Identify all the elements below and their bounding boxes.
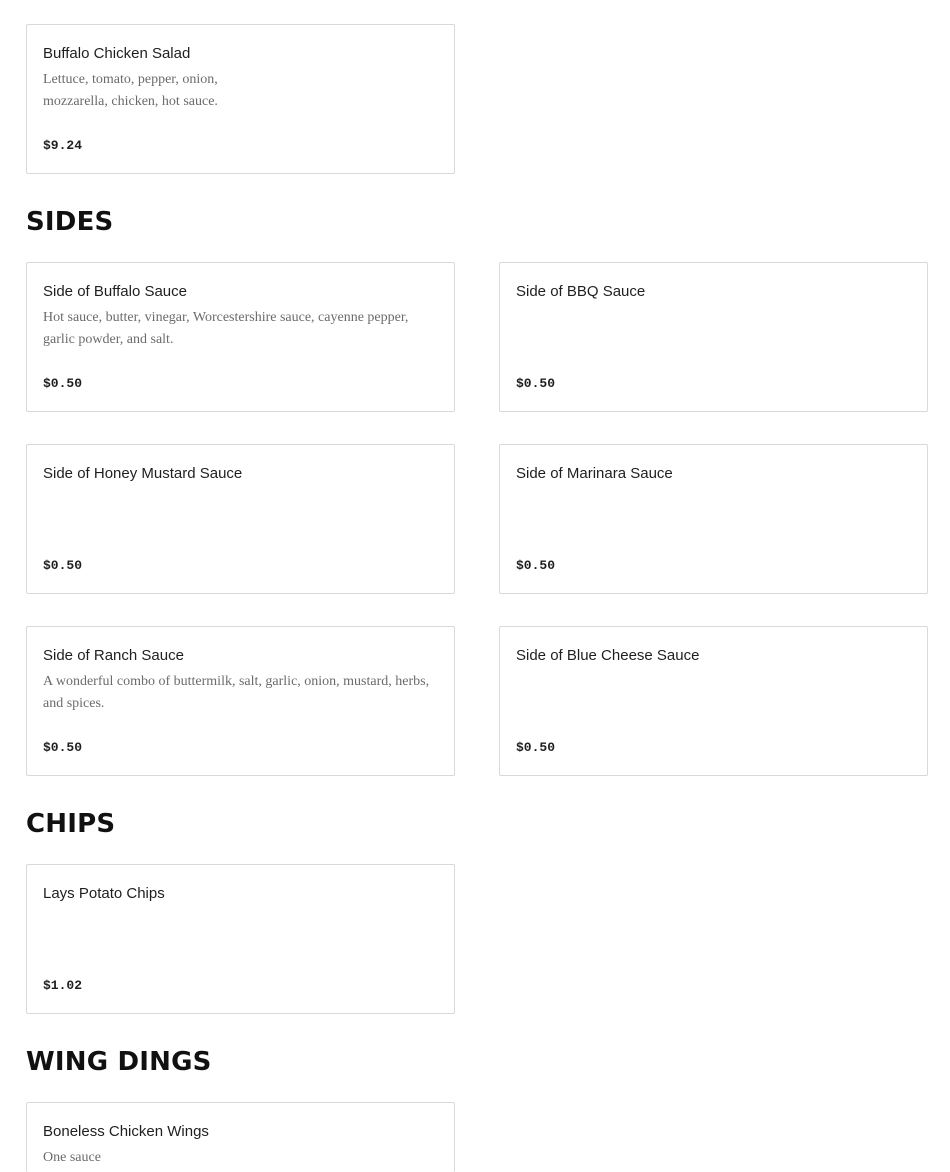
section-title-chips: CHIPS bbox=[26, 809, 116, 839]
menu-item-side-buffalo-sauce[interactable] bbox=[26, 262, 455, 412]
menu-item-description: A wonderful combo of buttermilk, salt, garlic, onion, mustard, herbs, and spices. bbox=[43, 674, 430, 711]
menu-item-description: Hot sauce, butter, vinegar, Worcestershire sauce, cayenne pepper, garlic powder, and salt. bbox=[43, 310, 409, 347]
menu-item-name: Buffalo Chicken Salad bbox=[43, 45, 191, 62]
menu-item-price: $0.50 bbox=[516, 558, 556, 573]
menu-item-name: Side of Ranch Sauce bbox=[43, 647, 184, 664]
menu-item-price: $0.50 bbox=[516, 376, 556, 391]
menu-item-price: $9.24 bbox=[43, 138, 83, 153]
menu-item-side-bbq-sauce[interactable] bbox=[499, 262, 928, 412]
section-title-sides: SIDES bbox=[26, 207, 114, 237]
menu-item-side-marinara-sauce[interactable] bbox=[499, 444, 928, 594]
menu-item-name: Side of Buffalo Sauce bbox=[43, 283, 187, 300]
menu-item-lays-potato-chips[interactable] bbox=[26, 864, 455, 1014]
menu-item-name: Side of Blue Cheese Sauce bbox=[516, 647, 700, 664]
menu-item-side-honey-mustard-sauce[interactable] bbox=[26, 444, 455, 594]
menu-item-name: Side of Honey Mustard Sauce bbox=[43, 465, 243, 482]
menu-item-description: One sauce bbox=[43, 1150, 101, 1165]
section-title-wing-dings: WING DINGS bbox=[26, 1047, 212, 1077]
menu-item-side-blue-cheese-sauce[interactable] bbox=[499, 626, 928, 776]
menu-item-boneless-chicken-wings[interactable] bbox=[26, 1102, 455, 1172]
menu-item-price: $0.50 bbox=[43, 740, 83, 755]
menu-item-name: Side of Marinara Sauce bbox=[516, 465, 673, 482]
menu-item-description: Lettuce, tomato, pepper, onion, mozzarella, chicken, hot sauce. bbox=[43, 72, 218, 109]
menu-item-buffalo-chicken-salad[interactable] bbox=[26, 24, 455, 174]
menu-item-side-ranch-sauce[interactable] bbox=[26, 626, 455, 776]
menu-item-price: $1.02 bbox=[43, 978, 83, 993]
menu-item-name: Lays Potato Chips bbox=[43, 885, 165, 902]
menu-item-price: $0.50 bbox=[43, 376, 83, 391]
menu-item-name: Side of BBQ Sauce bbox=[516, 283, 646, 300]
menu-item-price: $0.50 bbox=[516, 740, 556, 755]
menu-item-price: $0.50 bbox=[43, 558, 83, 573]
menu-item-name: Boneless Chicken Wings bbox=[43, 1123, 209, 1140]
